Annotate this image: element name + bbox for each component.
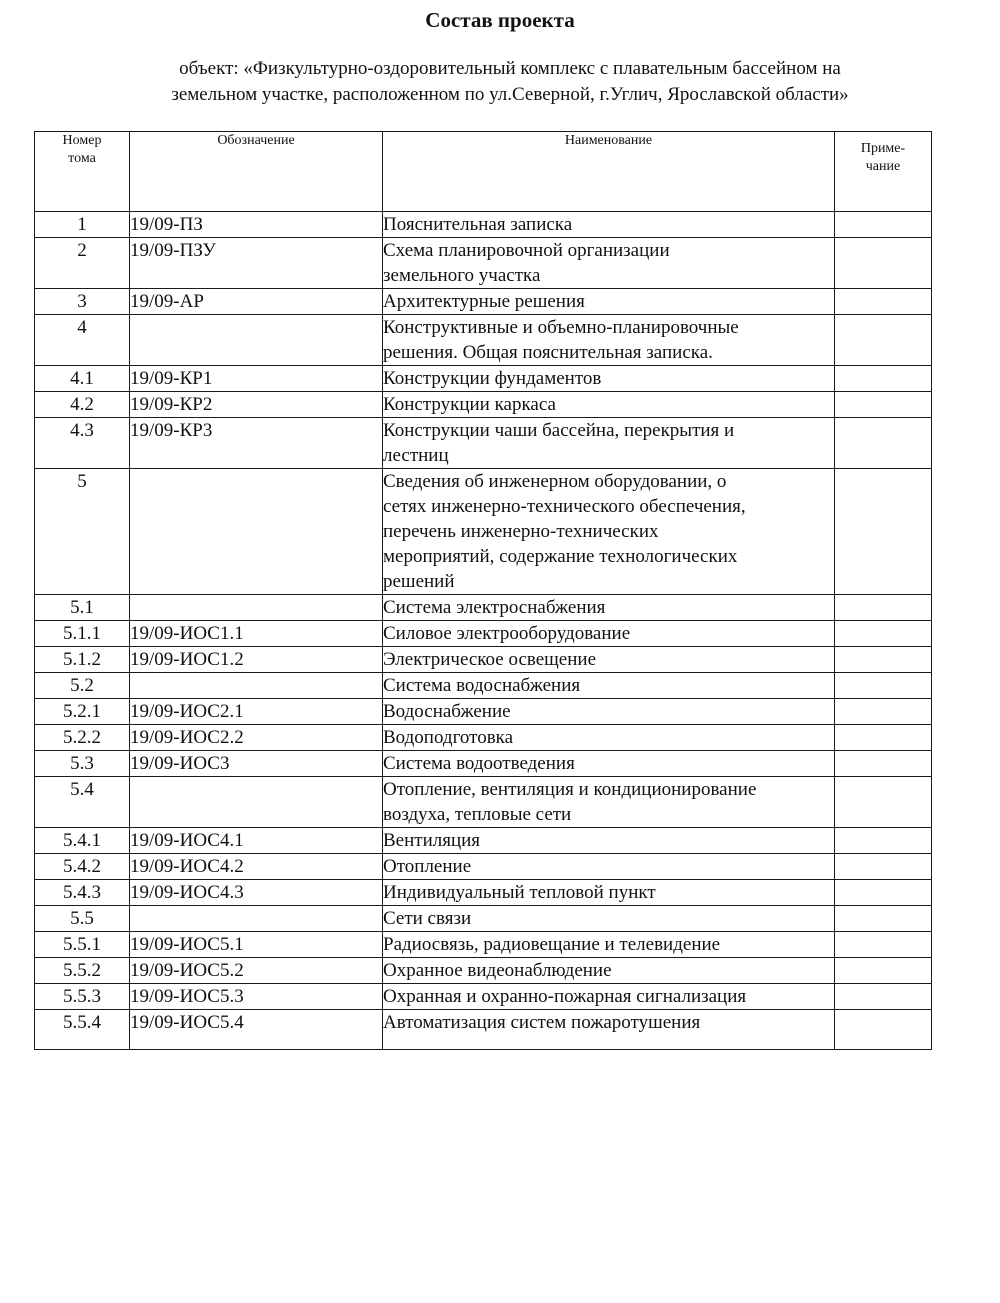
- header-volume-number-line-1: Номер: [62, 133, 102, 148]
- name-cell: [383, 958, 835, 984]
- name-cell: [383, 673, 835, 699]
- designation-cell: 19/09-КР2: [130, 392, 383, 418]
- note-cell: [835, 647, 932, 673]
- header-volume-number: [35, 132, 130, 212]
- designation-cell: 19/09-ИОС4.1: [130, 828, 383, 854]
- table-row: [35, 469, 932, 595]
- name-line: мероприятий, содержание технологических: [383, 546, 738, 567]
- name-cell: [383, 880, 835, 906]
- name-cell: [383, 751, 835, 777]
- header-volume-number-line-2: тома: [68, 151, 96, 166]
- note-cell: [835, 1010, 932, 1050]
- name-cell: [383, 725, 835, 751]
- volume-number-cell: 5.4.2: [35, 854, 130, 880]
- designation-cell: 19/09-ПЗ: [130, 212, 383, 238]
- table-row: [35, 595, 932, 621]
- volume-number-cell: 5.1.1: [35, 621, 130, 647]
- table-header-row: [35, 132, 932, 212]
- name-line: Отопление: [383, 856, 472, 877]
- name-line: Охранное видеонаблюдение: [383, 960, 612, 981]
- name-line: Вентиляция: [383, 830, 481, 851]
- composition-table: [34, 131, 932, 1050]
- table-row: [35, 777, 932, 828]
- designation-cell: [130, 315, 383, 366]
- table-row: [35, 906, 932, 932]
- note-cell: [835, 621, 932, 647]
- note-cell: [835, 751, 932, 777]
- name-cell: [383, 854, 835, 880]
- volume-number-cell: 5.2.2: [35, 725, 130, 751]
- note-cell: [835, 418, 932, 469]
- note-cell: [835, 984, 932, 1010]
- note-cell: [835, 673, 932, 699]
- note-cell: [835, 828, 932, 854]
- name-line: Конструкции чаши бассейна, перекрытия и: [383, 420, 735, 441]
- name-line: Отопление, вентиляция и кондиционирование: [383, 779, 757, 800]
- name-cell: [383, 932, 835, 958]
- table-row: [35, 1010, 932, 1050]
- table-row: [35, 932, 932, 958]
- object-line-2: земельном участке, расположенном по ул.Северной, г.Углич, Ярославской области»: [171, 84, 849, 105]
- volume-number-cell: 4.2: [35, 392, 130, 418]
- name-line: Схема планировочной организации: [383, 240, 670, 261]
- document-title: Состав проекта: [425, 8, 575, 32]
- table-row: [35, 699, 932, 725]
- volume-number-cell: 3: [35, 289, 130, 315]
- name-cell: [383, 469, 835, 595]
- note-cell: [835, 854, 932, 880]
- note-cell: [835, 469, 932, 595]
- designation-cell: 19/09-ИОС5.4: [130, 1010, 383, 1050]
- name-cell: [383, 777, 835, 828]
- name-line: Водоподготовка: [383, 727, 514, 748]
- name-line: лестниц: [383, 445, 449, 466]
- volume-number-cell: 2: [35, 238, 130, 289]
- name-line: Охранная и охранно-пожарная сигнализация: [383, 986, 747, 1007]
- name-line: Водоснабжение: [383, 701, 511, 722]
- header-note-line-2: чание: [865, 159, 901, 174]
- note-cell: [835, 725, 932, 751]
- designation-cell: 19/09-ИОС1.1: [130, 621, 383, 647]
- name-line: Система водоснабжения: [383, 675, 581, 696]
- designation-cell: 19/09-ИОС5.2: [130, 958, 383, 984]
- designation-cell: 19/09-ИОС5.3: [130, 984, 383, 1010]
- volume-number-cell: 5.5.4: [35, 1010, 130, 1050]
- note-cell: [835, 880, 932, 906]
- table-row: [35, 984, 932, 1010]
- name-cell: [383, 647, 835, 673]
- name-cell: [383, 595, 835, 621]
- name-line: Силовое электрооборудование: [383, 623, 631, 644]
- name-line: решения. Общая пояснительная записка.: [383, 342, 713, 363]
- table-row: [35, 673, 932, 699]
- name-cell: [383, 828, 835, 854]
- note-cell: [835, 289, 932, 315]
- name-line: Конструктивные и объемно-планировочные: [383, 317, 739, 338]
- table-row: [35, 880, 932, 906]
- designation-cell: [130, 595, 383, 621]
- designation-cell: [130, 777, 383, 828]
- designation-cell: [130, 469, 383, 595]
- volume-number-cell: 4.1: [35, 366, 130, 392]
- table-row: [35, 366, 932, 392]
- note-cell: [835, 238, 932, 289]
- name-line: Пояснительная записка: [383, 214, 573, 235]
- name-line: сетях инженерно-технического обеспечения,: [383, 496, 746, 517]
- volume-number-cell: 5.1: [35, 595, 130, 621]
- name-line: Электрическое освещение: [383, 649, 596, 670]
- volume-number-cell: 5.2.1: [35, 699, 130, 725]
- table-row: [35, 751, 932, 777]
- name-line: Сети связи: [383, 908, 472, 929]
- table-row: [35, 725, 932, 751]
- name-cell: [383, 906, 835, 932]
- note-cell: [835, 777, 932, 828]
- designation-cell: 19/09-ИОС4.2: [130, 854, 383, 880]
- table-row: [35, 315, 932, 366]
- object-line-1: объект: «Физкультурно-оздоровительный комплекс с плавательным бассейном на: [179, 58, 841, 79]
- header-designation: Обозначение: [130, 132, 383, 212]
- volume-number-cell: 1: [35, 212, 130, 238]
- name-line: земельного участка: [383, 265, 541, 286]
- note-cell: [835, 392, 932, 418]
- note-cell: [835, 212, 932, 238]
- note-cell: [835, 595, 932, 621]
- name-line: Архитектурные решения: [383, 291, 585, 312]
- designation-cell: 19/09-КР1: [130, 366, 383, 392]
- name-cell: [383, 315, 835, 366]
- name-cell: [383, 984, 835, 1010]
- table-row: [35, 958, 932, 984]
- name-line: Система электроснабжения: [383, 597, 606, 618]
- name-line: воздуха, тепловые сети: [383, 804, 572, 825]
- name-line: Автоматизация систем пожаротушения: [383, 1012, 701, 1033]
- name-cell: [383, 699, 835, 725]
- name-cell: [383, 418, 835, 469]
- designation-cell: 19/09-ИОС1.2: [130, 647, 383, 673]
- designation-cell: 19/09-АР: [130, 289, 383, 315]
- name-line: Конструкции каркаса: [383, 394, 556, 415]
- designation-cell: 19/09-ИОС2.2: [130, 725, 383, 751]
- volume-number-cell: 5.5.2: [35, 958, 130, 984]
- object-description: [60, 56, 960, 108]
- volume-number-cell: 5.5: [35, 906, 130, 932]
- table-row: [35, 289, 932, 315]
- table-row: [35, 828, 932, 854]
- table-row: [35, 212, 932, 238]
- table-row: [35, 392, 932, 418]
- designation-cell: 19/09-ИОС5.1: [130, 932, 383, 958]
- name-cell: [383, 238, 835, 289]
- header-note-line-1: Приме-: [860, 141, 906, 156]
- designation-cell: 19/09-КР3: [130, 418, 383, 469]
- name-line: Сведения об инженерном оборудовании, о: [383, 471, 727, 492]
- table-row: [35, 418, 932, 469]
- volume-number-cell: 5.2: [35, 673, 130, 699]
- header-name: Наименование: [383, 132, 835, 212]
- volume-number-cell: 5.4.1: [35, 828, 130, 854]
- note-cell: [835, 958, 932, 984]
- designation-cell: [130, 673, 383, 699]
- name-line: перечень инженерно-технических: [383, 521, 659, 542]
- name-line: Конструкции фундаментов: [383, 368, 602, 389]
- name-cell: [383, 212, 835, 238]
- name-cell: [383, 366, 835, 392]
- volume-number-cell: 4.3: [35, 418, 130, 469]
- designation-cell: [130, 906, 383, 932]
- note-cell: [835, 699, 932, 725]
- volume-number-cell: 5.1.2: [35, 647, 130, 673]
- designation-cell: 19/09-ИОС4.3: [130, 880, 383, 906]
- name-cell: [383, 392, 835, 418]
- designation-cell: 19/09-ИОС3: [130, 751, 383, 777]
- table-row: [35, 621, 932, 647]
- table-row: [35, 647, 932, 673]
- header-note: [835, 132, 932, 212]
- volume-number-cell: 5.4: [35, 777, 130, 828]
- volume-number-cell: 5: [35, 469, 130, 595]
- note-cell: [835, 366, 932, 392]
- note-cell: [835, 932, 932, 958]
- table-row: [35, 854, 932, 880]
- table-row: [35, 238, 932, 289]
- name-line: Система водоотведения: [383, 753, 575, 774]
- name-cell: [383, 289, 835, 315]
- designation-cell: 19/09-ИОС2.1: [130, 699, 383, 725]
- volume-number-cell: 5.4.3: [35, 880, 130, 906]
- volume-number-cell: 5.5.3: [35, 984, 130, 1010]
- name-line: решений: [383, 571, 455, 592]
- note-cell: [835, 315, 932, 366]
- volume-number-cell: 5.3: [35, 751, 130, 777]
- name-line: Индивидуальный тепловой пункт: [383, 882, 656, 903]
- note-cell: [835, 906, 932, 932]
- name-cell: [383, 621, 835, 647]
- volume-number-cell: 4: [35, 315, 130, 366]
- designation-cell: 19/09-ПЗУ: [130, 238, 383, 289]
- name-cell: [383, 1010, 835, 1050]
- name-line: Радиосвязь, радиовещание и телевидение: [383, 934, 721, 955]
- volume-number-cell: 5.5.1: [35, 932, 130, 958]
